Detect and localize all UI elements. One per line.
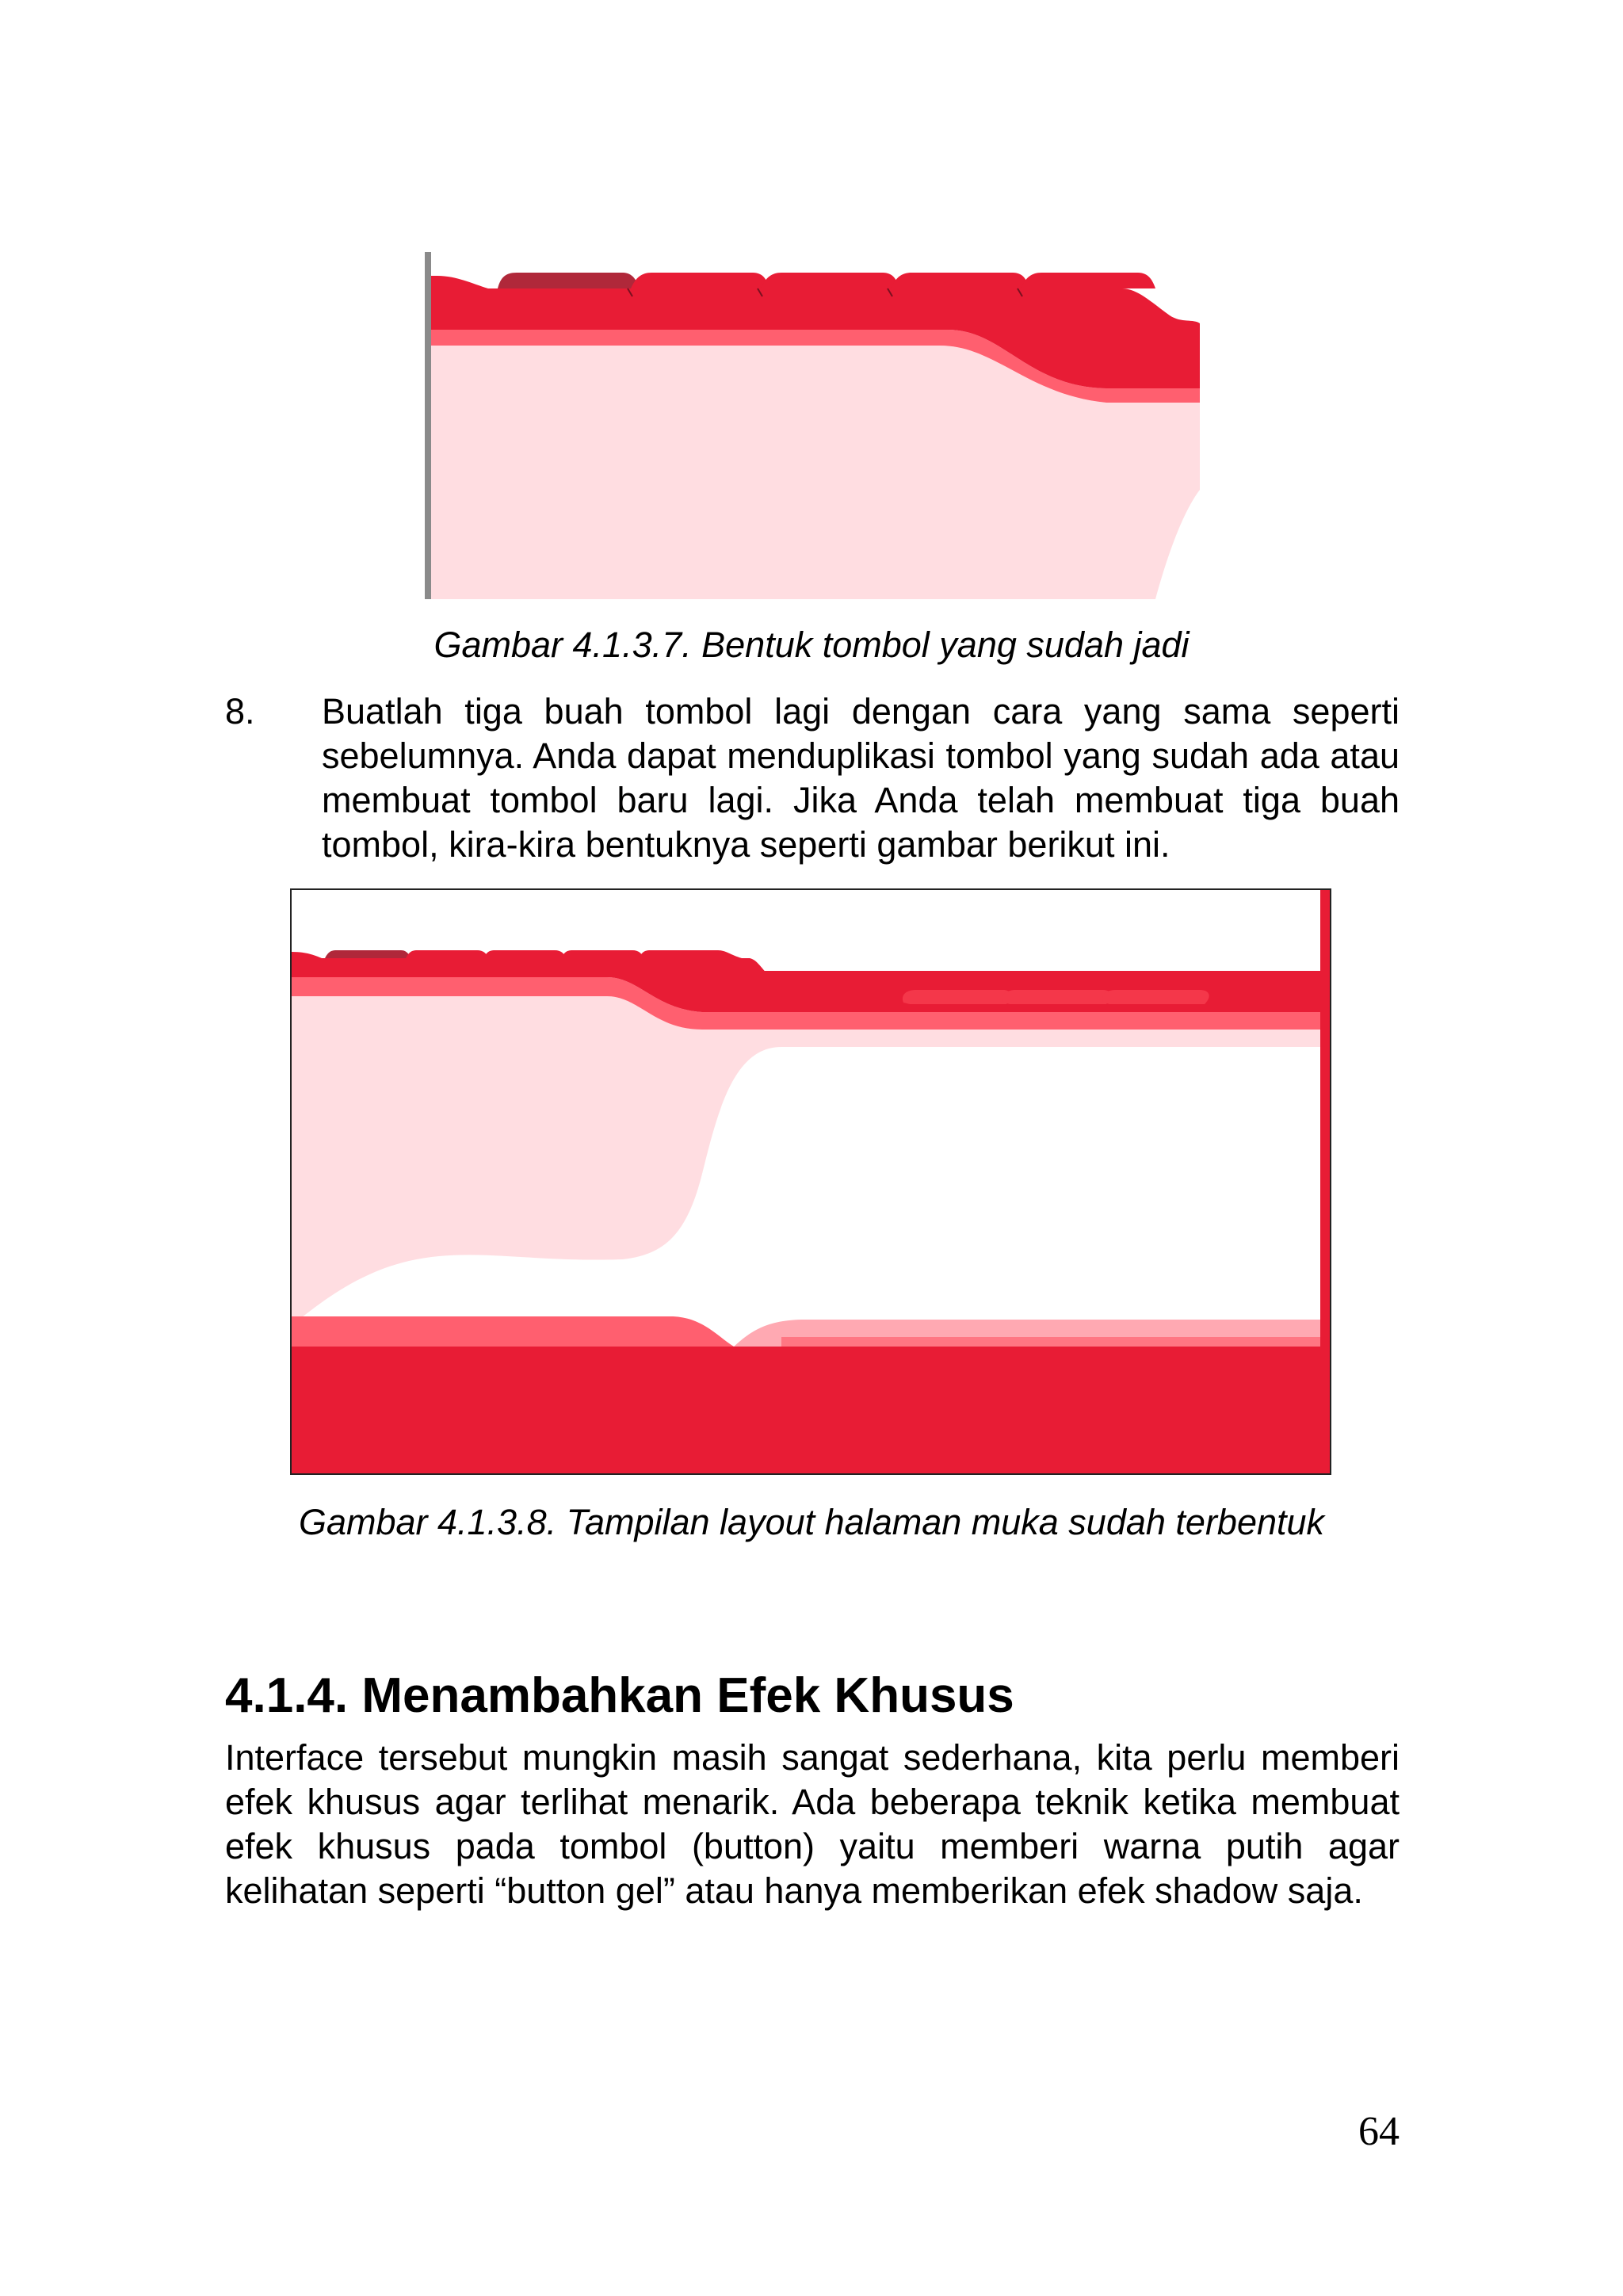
tab-2	[631, 273, 769, 288]
body-paragraph: Interface tersebut mungkin masih sangat sederhana, kita perlu memberi efek khusus agar terlihat menarik. Ada beberapa teknik ketika membuat efek khusus pada tombol (button) yaitu memberi warna putih agar kelihatan seperti “button gel” atau hanya memberikan efek shadow saja.	[225, 1737, 1400, 1911]
figure-caption: Gambar 4.1.3.7. Bentuk tombol yang sudah jadi	[433, 625, 1190, 665]
tab-2	[406, 950, 488, 958]
page-number: 64	[1358, 2109, 1400, 2154]
figure-button-shape	[425, 252, 1200, 599]
list-item-text: Buatlah tiga buah tombol lagi dengan cara yang sama seperti sebelumnya. Anda dapat menduplikasi tombol yang sudah ada atau membuat tombol baru lagi. Jika Anda telah membuat tiga buah tombol, kira-kira bentuknya seperti gambar berikut ini.	[322, 691, 1400, 865]
tab-4	[891, 273, 1029, 288]
tab-5	[1021, 273, 1155, 288]
list-item-number: 8.	[225, 691, 255, 732]
tab-4	[561, 950, 643, 958]
tab-3	[483, 950, 566, 958]
small-tab-2	[1002, 990, 1111, 1004]
small-tab-1	[903, 990, 1011, 1004]
small-tab-3	[1102, 990, 1209, 1004]
tab-active	[325, 950, 411, 958]
figure-layout-homepage	[290, 888, 1331, 1475]
tab-3	[761, 273, 899, 288]
figure-caption: Gambar 4.1.3.8. Tampilan layout halaman muka sudah terbentuk	[298, 1502, 1325, 1542]
tab-active	[498, 273, 639, 288]
section-heading: 4.1.4. Menambahkan Efek Khusus	[225, 1668, 1014, 1723]
